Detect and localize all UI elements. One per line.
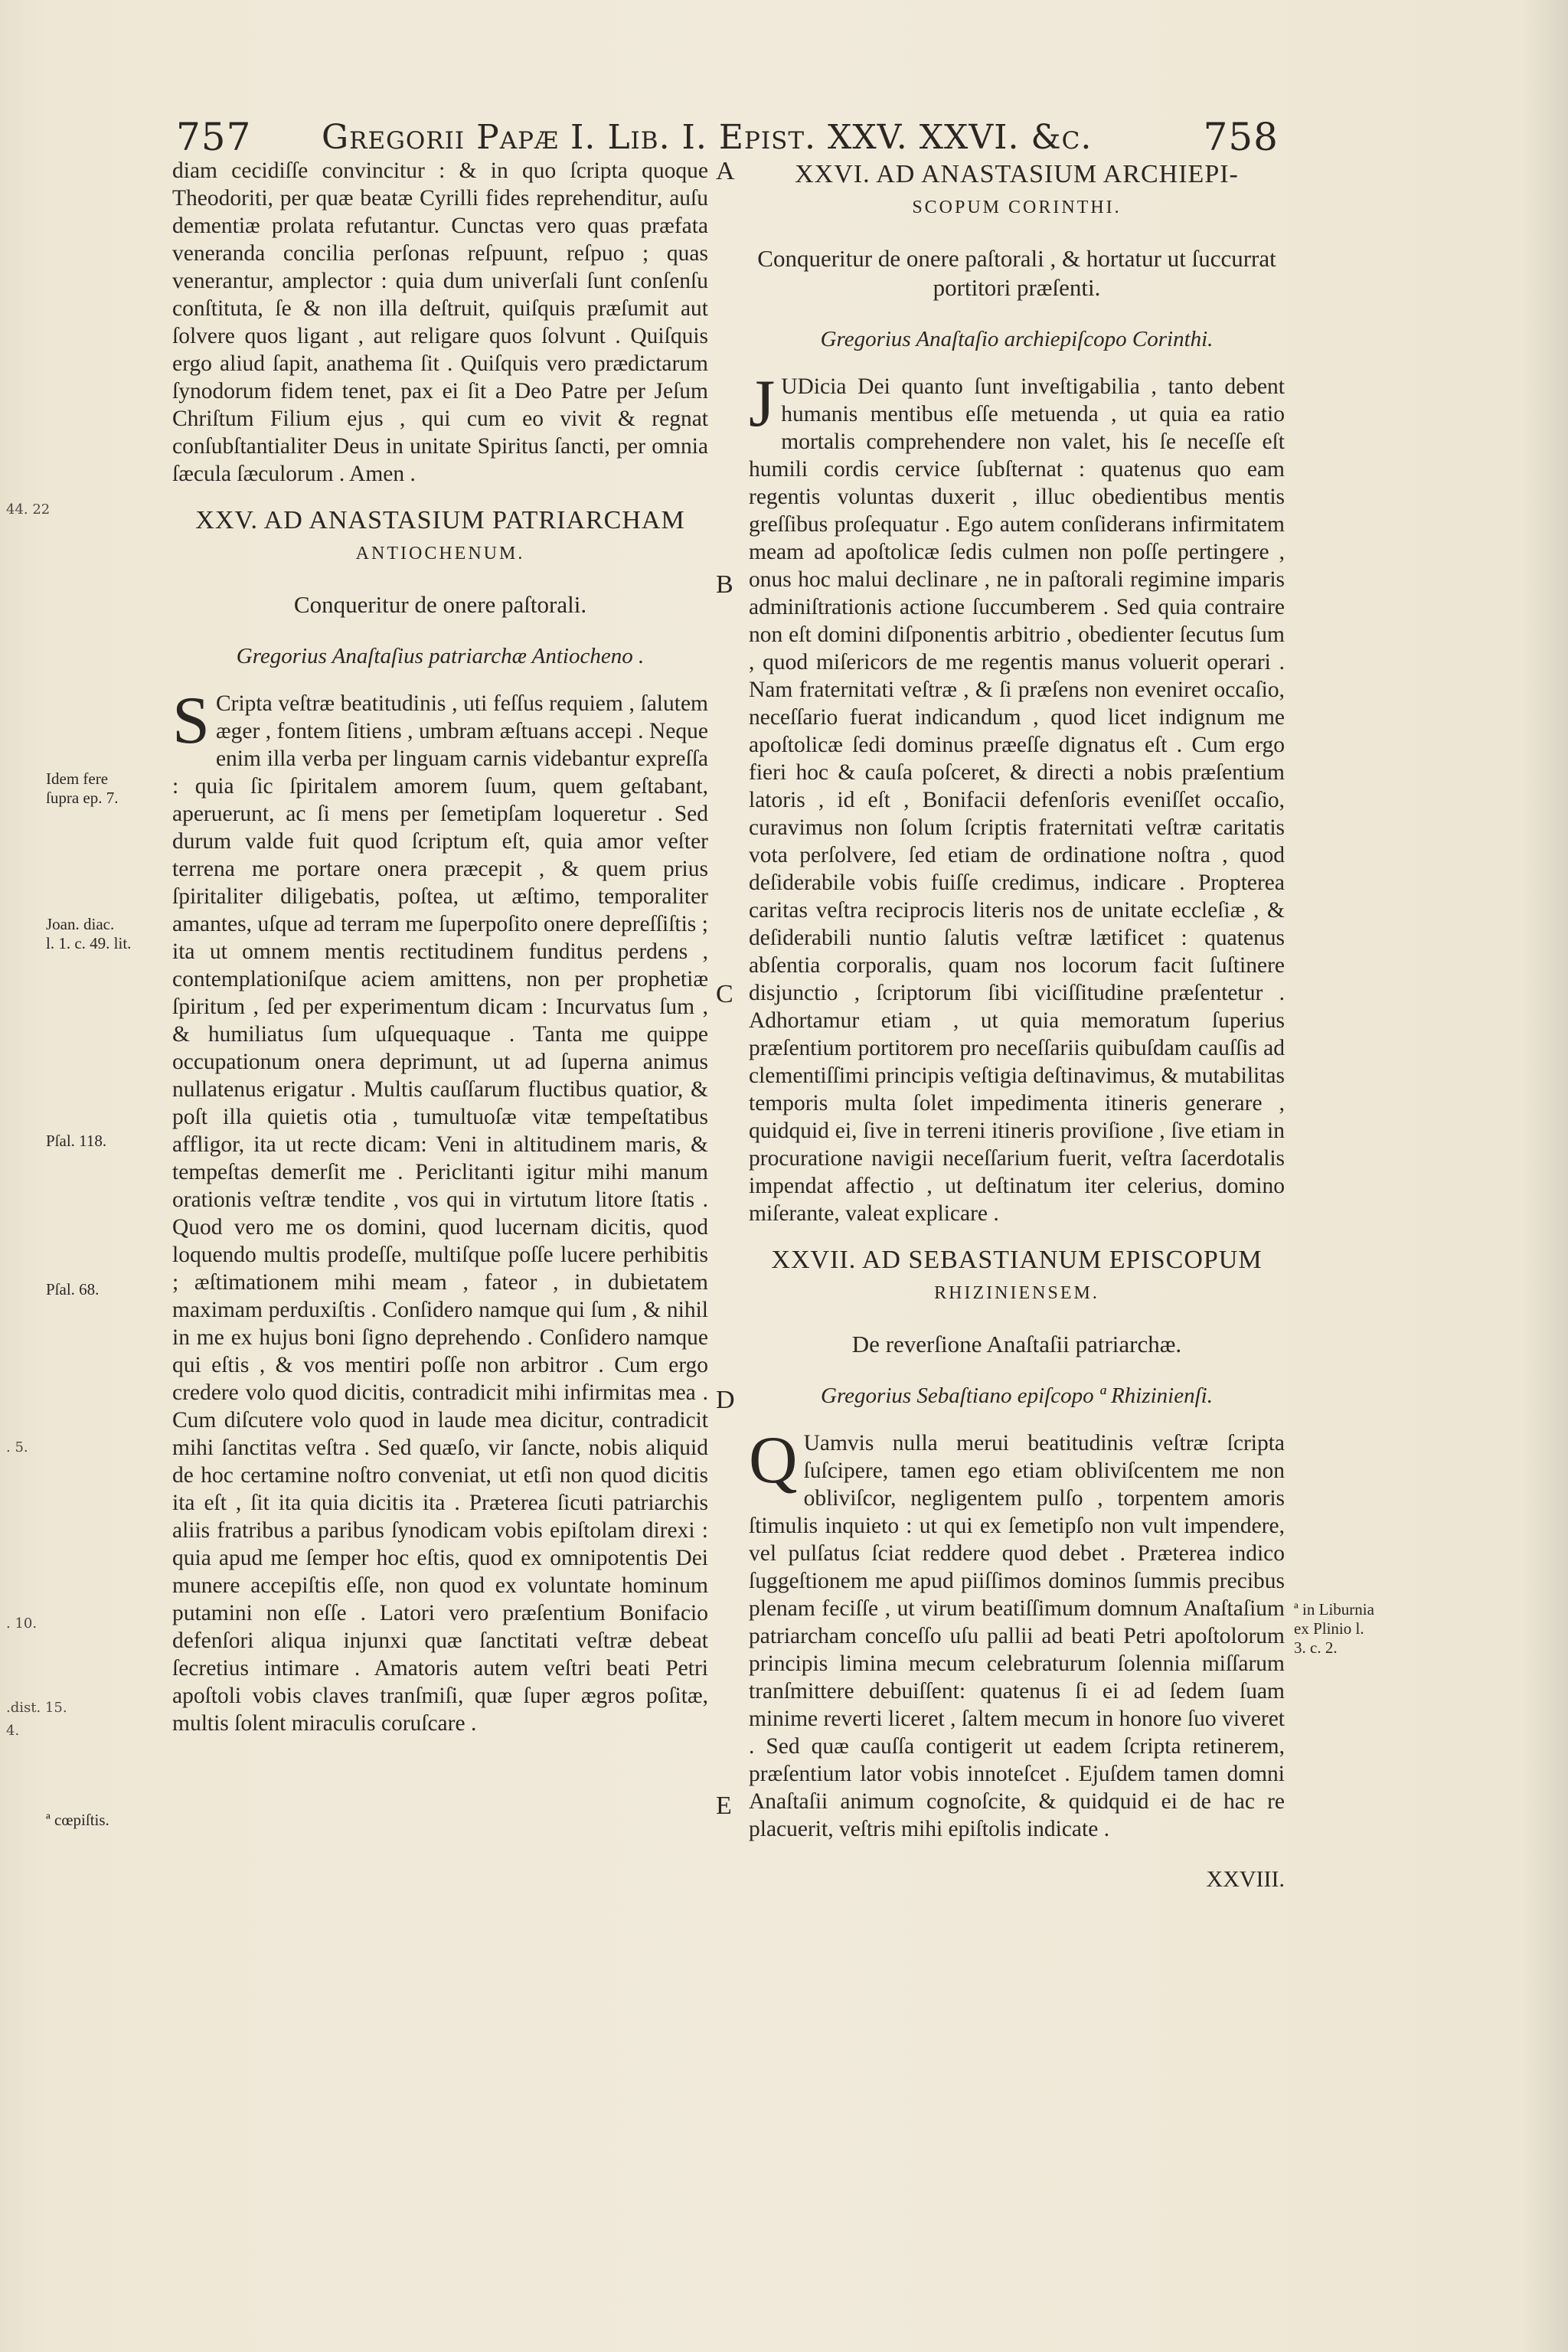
- edge-mark: . 10.: [6, 1615, 38, 1632]
- epistle-26-subheading: SCOPUM CORINTHI.: [912, 198, 1122, 217]
- epistle-25-salutation: Gregorius Anaſtaſius patriarchæ Antiocheno .: [236, 644, 645, 668]
- drop-cap: Q: [749, 1423, 798, 1498]
- epistle-25-heading: XXV. AD ANASTASIUM PATRIARCHAM: [195, 506, 685, 534]
- catchword: XXVIII.: [1206, 1867, 1285, 1892]
- edge-mark: .dist. 15.: [6, 1700, 67, 1716]
- section-letter: D: [716, 1386, 735, 1414]
- epistle-27-subheading: RHIZINIENSEM.: [934, 1283, 1099, 1303]
- epistle-27-body: [749, 1423, 1285, 1843]
- section-letter: A: [716, 157, 735, 185]
- section-letter: C: [716, 980, 733, 1008]
- epistle-26-salutation: Gregorius Anaſtaſio archiepiſcopo Corinthi.: [820, 327, 1214, 351]
- right-page-number: 758: [1203, 115, 1279, 159]
- right-column: [749, 157, 1285, 1893]
- epistle-25-body: [172, 684, 708, 1737]
- margin-note: Joan. diac. l. 1. c. 49. lit.: [46, 915, 132, 952]
- edge-mark: 4.: [6, 1723, 20, 1739]
- margin-note: Pſal. 68.: [46, 1280, 100, 1298]
- epistle-26-summary: Conqueritur de onere paſtorali , & hortatur ut ſuccurrat portitori præſenti.: [757, 245, 1276, 301]
- running-title: Gregorii Papæ I. Lib. I. Epist. XXV. XXVI. &c.: [322, 118, 1093, 157]
- drop-cap: J: [749, 367, 776, 441]
- epistle-27-summary: De reverſione Anaſtaſii patriarchæ.: [851, 1331, 1182, 1357]
- epistle-25-summary: Conqueritur de onere paſtorali.: [293, 591, 587, 618]
- continuation-paragraph: diam cecidiſſe convincitur : & in quo ſcripta quoque Theodoriti, per quæ beatæ Cyrilli fides reprehenditur, auſu dementiæ prolata refutantur. Cunctas vero quas præfata veneranda concilia perſonas reſpuunt, reſpuo ; quas venerantur, amplector : quia dum univerſali ſunt conſenſu conſtituta, ſe & non illa deſtruit, quiſquis præſumit aut ſolvere quos ligant , aut religare quos ſolvunt . Quiſquis ergo aliud ſapit, anathema ſit . Quiſquis vero prædictarum ſynodorum fidem tenet, pax ei ſit a Deo Patre per Jeſum Chriſtum Filium ejus , qui cum eo vivit & regnat conſubſtantialiter Deus in unitate Spiritus ſancti, per omnia ſæcula ſæculorum . Amen .: [172, 158, 708, 486]
- epistle-27-text: Uamvis nulla merui beatitudinis veſtræ ſcripta ſuſcipere, tamen ego etiam obliviſcentem me non obliviſcor, negligentem pulſo , torpentem amoris ſtimulis inquieto : ut qui ex ſemetipſo non vult impendere, vel pulſatus ſciat reddere quod debet . Præterea indico ſuggeſtionem me apud piiſſimos dominos ſummis precibus plenam feciſſe , ut virum beatiſſimum domnum Anaſtaſium patriarcham conceſſo uſu pallii ad beati Petri apoſtolorum principis limina mecum celebraturum ſolennia miſſarum tranſmittere debuiſſent: quatenus ſi ei ad ſedem ſuam minime reverti liceret , ſaltem mecum in honore ſuo viveret . Sed quæ cauſſa contigerit ut eadem ſcripta retinerem, præſentium lator vobis innoteſcet . Ejuſdem tamen domni Anaſtaſii animum cognoſcite, & quidquid ei de hac re placuerit, veſtris mihi epiſtolis indicate .: [749, 1431, 1285, 1841]
- epistle-25-subheading: ANTIOCHENUM.: [355, 544, 525, 564]
- section-letter: B: [716, 570, 733, 599]
- epistle-25-text: Cripta veſtræ beatitudinis , uti feſſus requiem , ſalutem æger , fontem ſitiens , umbram æſtuans accepi . Neque enim illa verba per linguam carnis videbantur expreſſa : quia ſic ſpiritalem amorem ſuum, quem geſtabant, aperuerunt, ac ſi mens per ſemetipſam loqueretur . Sed durum valde fuit quod ſcriptum eſt, quia amor veſter terrena me portare onera præcepit , & quem prius ſpiritaliter diligebatis, poſtea, ut æſtimo, temporaliter amantes, uſque ad terram me ſuperpoſito onere depreſſiſtis ; ita ut omnem mentis rectitudinem funditus perdens , contemplationiſque aciem amittens, non per prophetiæ ſpiritum , ſed per experimentum dicam : Incurvatus ſum , & humiliatus ſum uſquequaque . Tanta me quippe occupationum onera deprimunt, ut ad ſuperna animus nullatenus erigatur . Multis cauſſarum fluctibus quatior, & poſt illa quietis otia , tumultuoſæ vitæ tempeſtatibus affligor, ita ut recte dicam: Veni in altitudinem maris, & tempeſtas demerſit me . Periclitanti igitur mihi manum orationis veſtræ tendite , vos qui in virtutum litore ſtatis . Quod vero me os domini, quod lucernam dicitis, quod loquendo multis prodeſſe, multiſque poſſe lucere perhibitis ; æſtimationem mihi meam , fateor , in dubietatem maximam perduxiſtis . Conſidero namque qui ſum , & nihil in me ex hujus boni ſigno deprehendo . Conſidero namque qui eſtis , & vos mentiri poſſe non arbitror . Cum ergo credere volo quod dicitis, contradicit mihi infirmitas mea . Cum diſcutere volo quod in laude mea dicitur, contradicit mihi ſanctitas veſtra . Sed quæſo, vir ſancte, nobis aliquid de hoc certamine noſtro conveniat, ut etſi non quod dicitis ita eſt , ſit ita quia dicitis ita . Præterea ſicuti patriarchis aliis fratribus a paribus ſynodicam vobis epiſtolam direxi : quia apud me ſemper hoc eſtis, quod ex omnipotentis Dei munere accepiſtis eſſe, non quod ex voluntate hominum putamini non eſſe . Latori vero præſentium Bonifacio defenſori aliqua injunxi quæ ſanctitati veſtræ debeat ſecretius intimare . Amatoris autem veſtri beati Petri apoſtoli vobis claves tranſmiſi, quæ ſuper ægros poſitæ, multis ſolent miraculis coruſcare .: [172, 691, 708, 1736]
- epistle-26-text: UDicia Dei quanto ſunt inveſtigabilia , tanto debent humanis mentibus eſſe metuenda , ut quia ea ratio mortalis comprehendere non valet, his ſe neceſſe eſt humili cordis cervice ſubſternat : quatenus quo eam regentis voluntas duxerit , illuc obedientibus mentis greſſibus proſequatur . Ego autem conſiderans infirmitatem meam ad apoſtolicæ ſedis culmen non poſſe pertingere , onus hoc malui declinare , ne in paſtorali regimine imparis adminiſtrationis actione ſuccumberem . Sed quia contraire non eſt domini diſponentis arbitrio , obedienter ſecutus ſum , quod miſericors de me regentis manus voluerit operari . Nam fraternitati veſtræ , & ſi præſens non eveniret occaſio, neceſſario fuerat indicandum , quod licet indignum me apoſtolicæ ſedi dominus præeſſe dignatus eſt . Cum ergo fieri hoc & cauſa poſceret, & directi a nobis præſentium latoris , id eſt , Bonifacii defenſoris eveniſſet occaſio, curavimus non ſolum ſcriptis fraternitati veſtræ caritatis vota perſolvere, ſed etiam de ordinatione noſtra , quod deſiderabile vobis fuiſſe credimus, indicare . Propterea caritas veſtra reciprocis literis nos de unitate eccleſiæ , & deſiderabili nuntio ſalutis veſtræ lætificet : quatenus abſentia corporalis, quam nos locorum facit ſuſtinere disjunctio , ſcriptorum ſibi viciſſitudine præſentetur . Adhortamur etiam , ut quia memoratum ſuperius præſentium portitorem pro neceſſariis quibuſdam cauſſis ad clementiſſimi principis veſtigia deſtinavimus, & mutabilitas temporis multa ſolet impedimenta itineris generare , quidquid ei, ſive in terreni itineris proviſione , ſive etiam in procuratione navigii neceſſarium fuerit, veſtra ſacerdotalis impendat affectio , ut deſtinatum iter celerius, domino miſerante, valeat explicare .: [749, 374, 1285, 1226]
- margin-note: Idem fere ſupra ep. 7.: [46, 769, 119, 807]
- left-page-number: 757: [176, 115, 252, 159]
- epistle-27-salutation: Gregorius Sebaſtiano epiſcopo ª Rhizinienſi.: [821, 1383, 1213, 1408]
- margin-note: Pſal. 118.: [46, 1132, 107, 1150]
- section-letter: E: [716, 1792, 732, 1820]
- margin-note: ª cœpiſtis.: [46, 1811, 109, 1829]
- edge-mark: 44. 22: [6, 501, 51, 518]
- drop-cap: S: [172, 684, 210, 758]
- epistle-26-heading: XXVI. AD ANASTASIUM ARCHIEPI-: [795, 160, 1239, 188]
- edge-mark: . 5.: [6, 1439, 28, 1455]
- epistle-26-body: [749, 367, 1285, 1227]
- margin-note: ª in Liburnia ex Plinio l. 3. c. 2.: [1294, 1600, 1374, 1657]
- epistle-27-heading: XXVII. AD SEBASTIANUM EPISCOPUM: [771, 1246, 1263, 1274]
- left-column: [172, 157, 708, 1748]
